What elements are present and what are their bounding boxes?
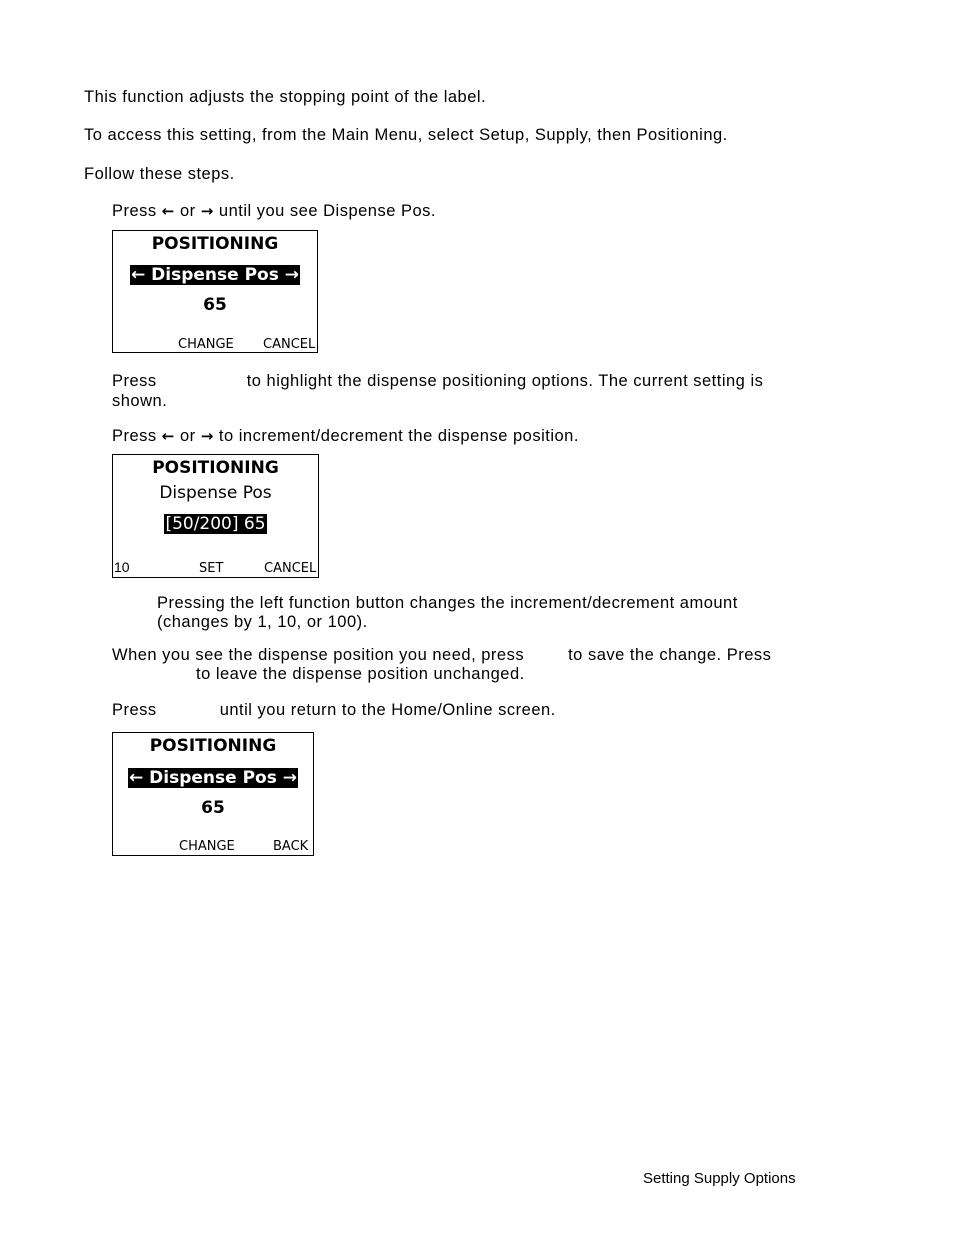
step-2-text-line-1 <box>112 372 763 391</box>
note-text-line-2: (changes by 1, 10, or 100). <box>157 613 368 631</box>
left-arrow-icon: ← <box>161 427 175 445</box>
softkey-cancel[interactable]: CANCEL <box>264 561 317 576</box>
screen-menu-item: Dispense Pos <box>159 483 272 503</box>
step-1-text <box>112 202 436 221</box>
right-arrow-icon: → <box>200 202 214 220</box>
step-4-text-line-2: to leave the dispense position unchanged. <box>196 665 525 683</box>
note-text-line-1: Pressing the left function button changes the increment/decrement amount <box>157 594 738 612</box>
step-5-text <box>112 701 556 720</box>
softkey-cancel[interactable]: CANCEL <box>263 337 316 352</box>
step-3-text <box>112 427 579 446</box>
softkey-back[interactable]: BACK <box>273 839 309 854</box>
intro-text-3: Follow these steps. <box>84 165 235 183</box>
step-2-text-line-2: shown. <box>112 392 168 410</box>
intro-text-2: To access this setting, from the Main Menu, select Setup, Supply, then Positioning. <box>84 126 728 144</box>
screen-title: POSITIONING <box>152 458 279 478</box>
step-4-post: to save the change. Press <box>568 646 772 664</box>
screen-value: 65 <box>203 295 227 315</box>
step-3-pre: Press <box>112 427 157 445</box>
softkey-increment[interactable]: 10 <box>114 559 130 575</box>
screen-title: POSITIONING <box>149 736 277 756</box>
lcd-screen-dispense-pos-edit <box>112 454 319 578</box>
step-4-text-line-1 <box>112 646 771 665</box>
lcd-screen-positioning-back <box>112 732 314 856</box>
step-4-pre: When you see the dispense position you need, press <box>112 646 525 664</box>
highlighted-value: [50/200] 65 <box>165 514 266 534</box>
softkey-change[interactable]: CHANGE <box>179 839 235 854</box>
highlighted-item: ← Dispense Pos → <box>128 768 297 788</box>
softkey-set[interactable]: SET <box>199 561 224 576</box>
step-1-pre: Press <box>112 202 157 220</box>
step-3-post: to increment/decrement the dispense position. <box>218 427 579 445</box>
softkey-change[interactable]: CHANGE <box>178 337 234 352</box>
screen-menu-item <box>113 265 317 285</box>
step-5-post: until you return to the Home/Online screen. <box>219 701 556 719</box>
lcd-screen-positioning <box>112 230 318 353</box>
screen-menu-item <box>113 768 313 788</box>
step-3-mid: or <box>179 427 196 445</box>
screen-value <box>113 514 318 534</box>
highlighted-item: ← Dispense Pos → <box>130 265 299 285</box>
screen-value: 65 <box>201 798 225 818</box>
page-footer: Setting Supply Options <box>643 1170 796 1187</box>
step-5-pre: Press <box>112 701 157 719</box>
intro-text-1: This function adjusts the stopping point of the label. <box>84 88 487 106</box>
left-arrow-icon: ← <box>161 202 175 220</box>
right-arrow-icon: → <box>200 427 214 445</box>
screen-title: POSITIONING <box>151 234 279 254</box>
step-1-post: until you see Dispense Pos. <box>218 202 437 220</box>
step-2-post: to highlight the dispense positioning options. The current setting is <box>246 372 764 390</box>
step-1-mid: or <box>179 202 196 220</box>
step-2-pre: Press <box>112 372 157 390</box>
